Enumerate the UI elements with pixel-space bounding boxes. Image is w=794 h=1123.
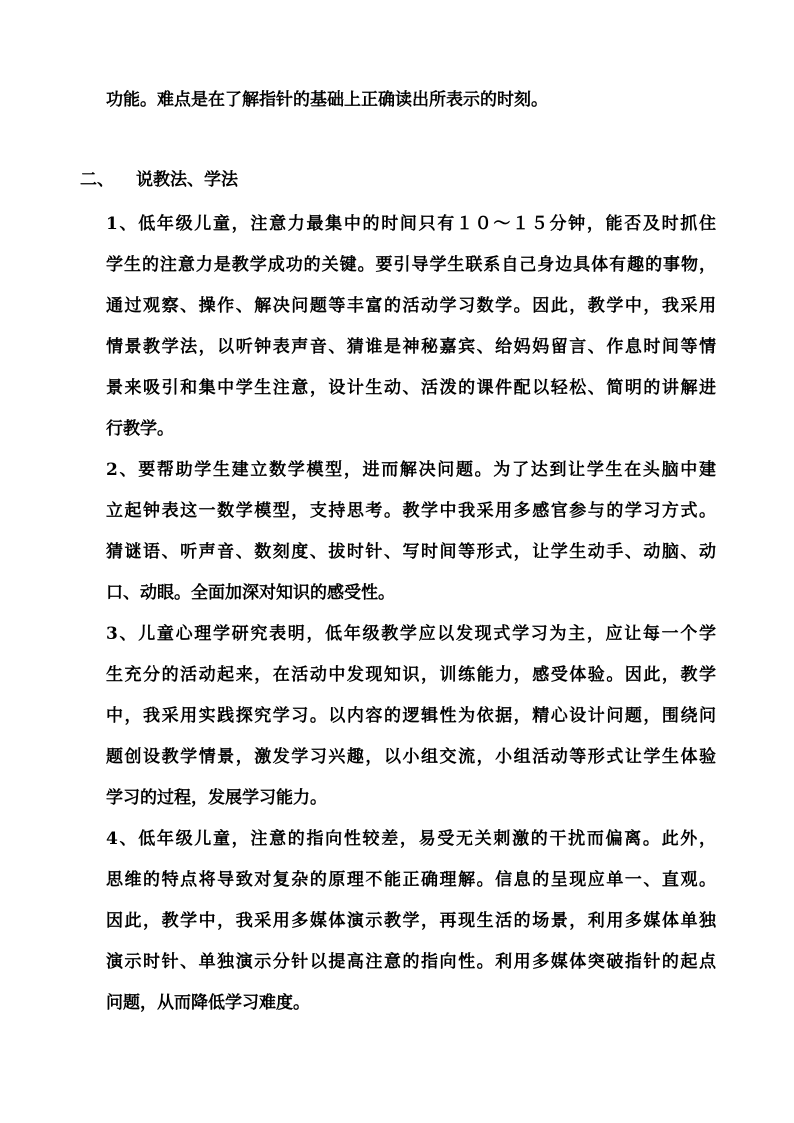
paragraph-3-line-1: 3、儿童心理学研究表明，低年级教学应以发现式学习为主，应让每一个学 [106,624,716,644]
paragraph-3-line-4: 题创设教学情景，激发学习兴趣，以小组交流，小组活动等形式让学生体验 [106,747,716,767]
paragraph-4-line-4: 演示时针、单独演示分针以提高注意的指向性。利用多媒体突破指针的起点 [106,952,716,972]
paragraph-1-line-1: 1、低年级儿童，注意力最集中的时间只有１０～１５分钟，能否及时抓住 [106,214,716,234]
paragraph-4-line-1: 4、低年级儿童，注意的指向性较差，易受无关刺激的干扰而偏离。此外， [106,829,716,849]
section-number: 二、 [80,170,114,190]
paragraph-2-line-2: 立起钟表这一数学模型，支持思考。教学中我采用多感官参与的学习方式。 [106,501,716,521]
paragraph-2-line-4: 口、动眼。全面加深对知识的感受性。 [106,583,395,603]
paragraph-4-line-2: 思维的特点将导致对复杂的原理不能正确理解。信息的呈现应单一、直观。 [106,870,716,890]
paragraph-3-line-3: 中，我采用实践探究学习。以内容的逻辑性为依据，精心设计问题，围绕问 [106,706,716,726]
paragraph-2-line-3: 猜谜语、听声音、数刻度、拔时针、写时间等形式，让学生动手、动脑、动 [106,542,716,562]
paragraph-2-line-1: 2、要帮助学生建立数学模型，进而解决问题。为了达到让学生在头脑中建 [106,460,716,480]
paragraph-3-line-5: 学习的过程，发展学习能力。 [106,788,327,808]
intro-line: 功能。难点是在了解指针的基础上正确读出所表示的时刻。 [106,90,548,110]
section-title: 说教法、学法 [136,170,238,190]
paragraph-1-line-6: 行教学。 [106,419,174,439]
paragraph-4-line-3: 因此，教学中，我采用多媒体演示教学，再现生活的场景，利用多媒体单独 [106,911,716,931]
paragraph-1-line-4: 情景教学法，以听钟表声音、猜谁是神秘嘉宾、给妈妈留言、作息时间等情 [106,337,716,357]
paragraph-1-line-2: 学生的注意力是教学成功的关键。要引导学生联系自己身边具体有趣的事物， [106,255,716,275]
paragraph-4-line-5: 问题，从而降低学习难度。 [106,993,310,1013]
paragraph-1-line-5: 景来吸引和集中学生注意，设计生动、活泼的课件配以轻松、简明的讲解进 [106,378,716,398]
paragraph-1-line-3: 通过观察、操作、解决问题等丰富的活动学习数学。因此，教学中，我采用 [106,296,716,316]
paragraph-3-line-2: 生充分的活动起来，在活动中发现知识，训练能力，感受体验。因此，教学 [106,665,716,685]
